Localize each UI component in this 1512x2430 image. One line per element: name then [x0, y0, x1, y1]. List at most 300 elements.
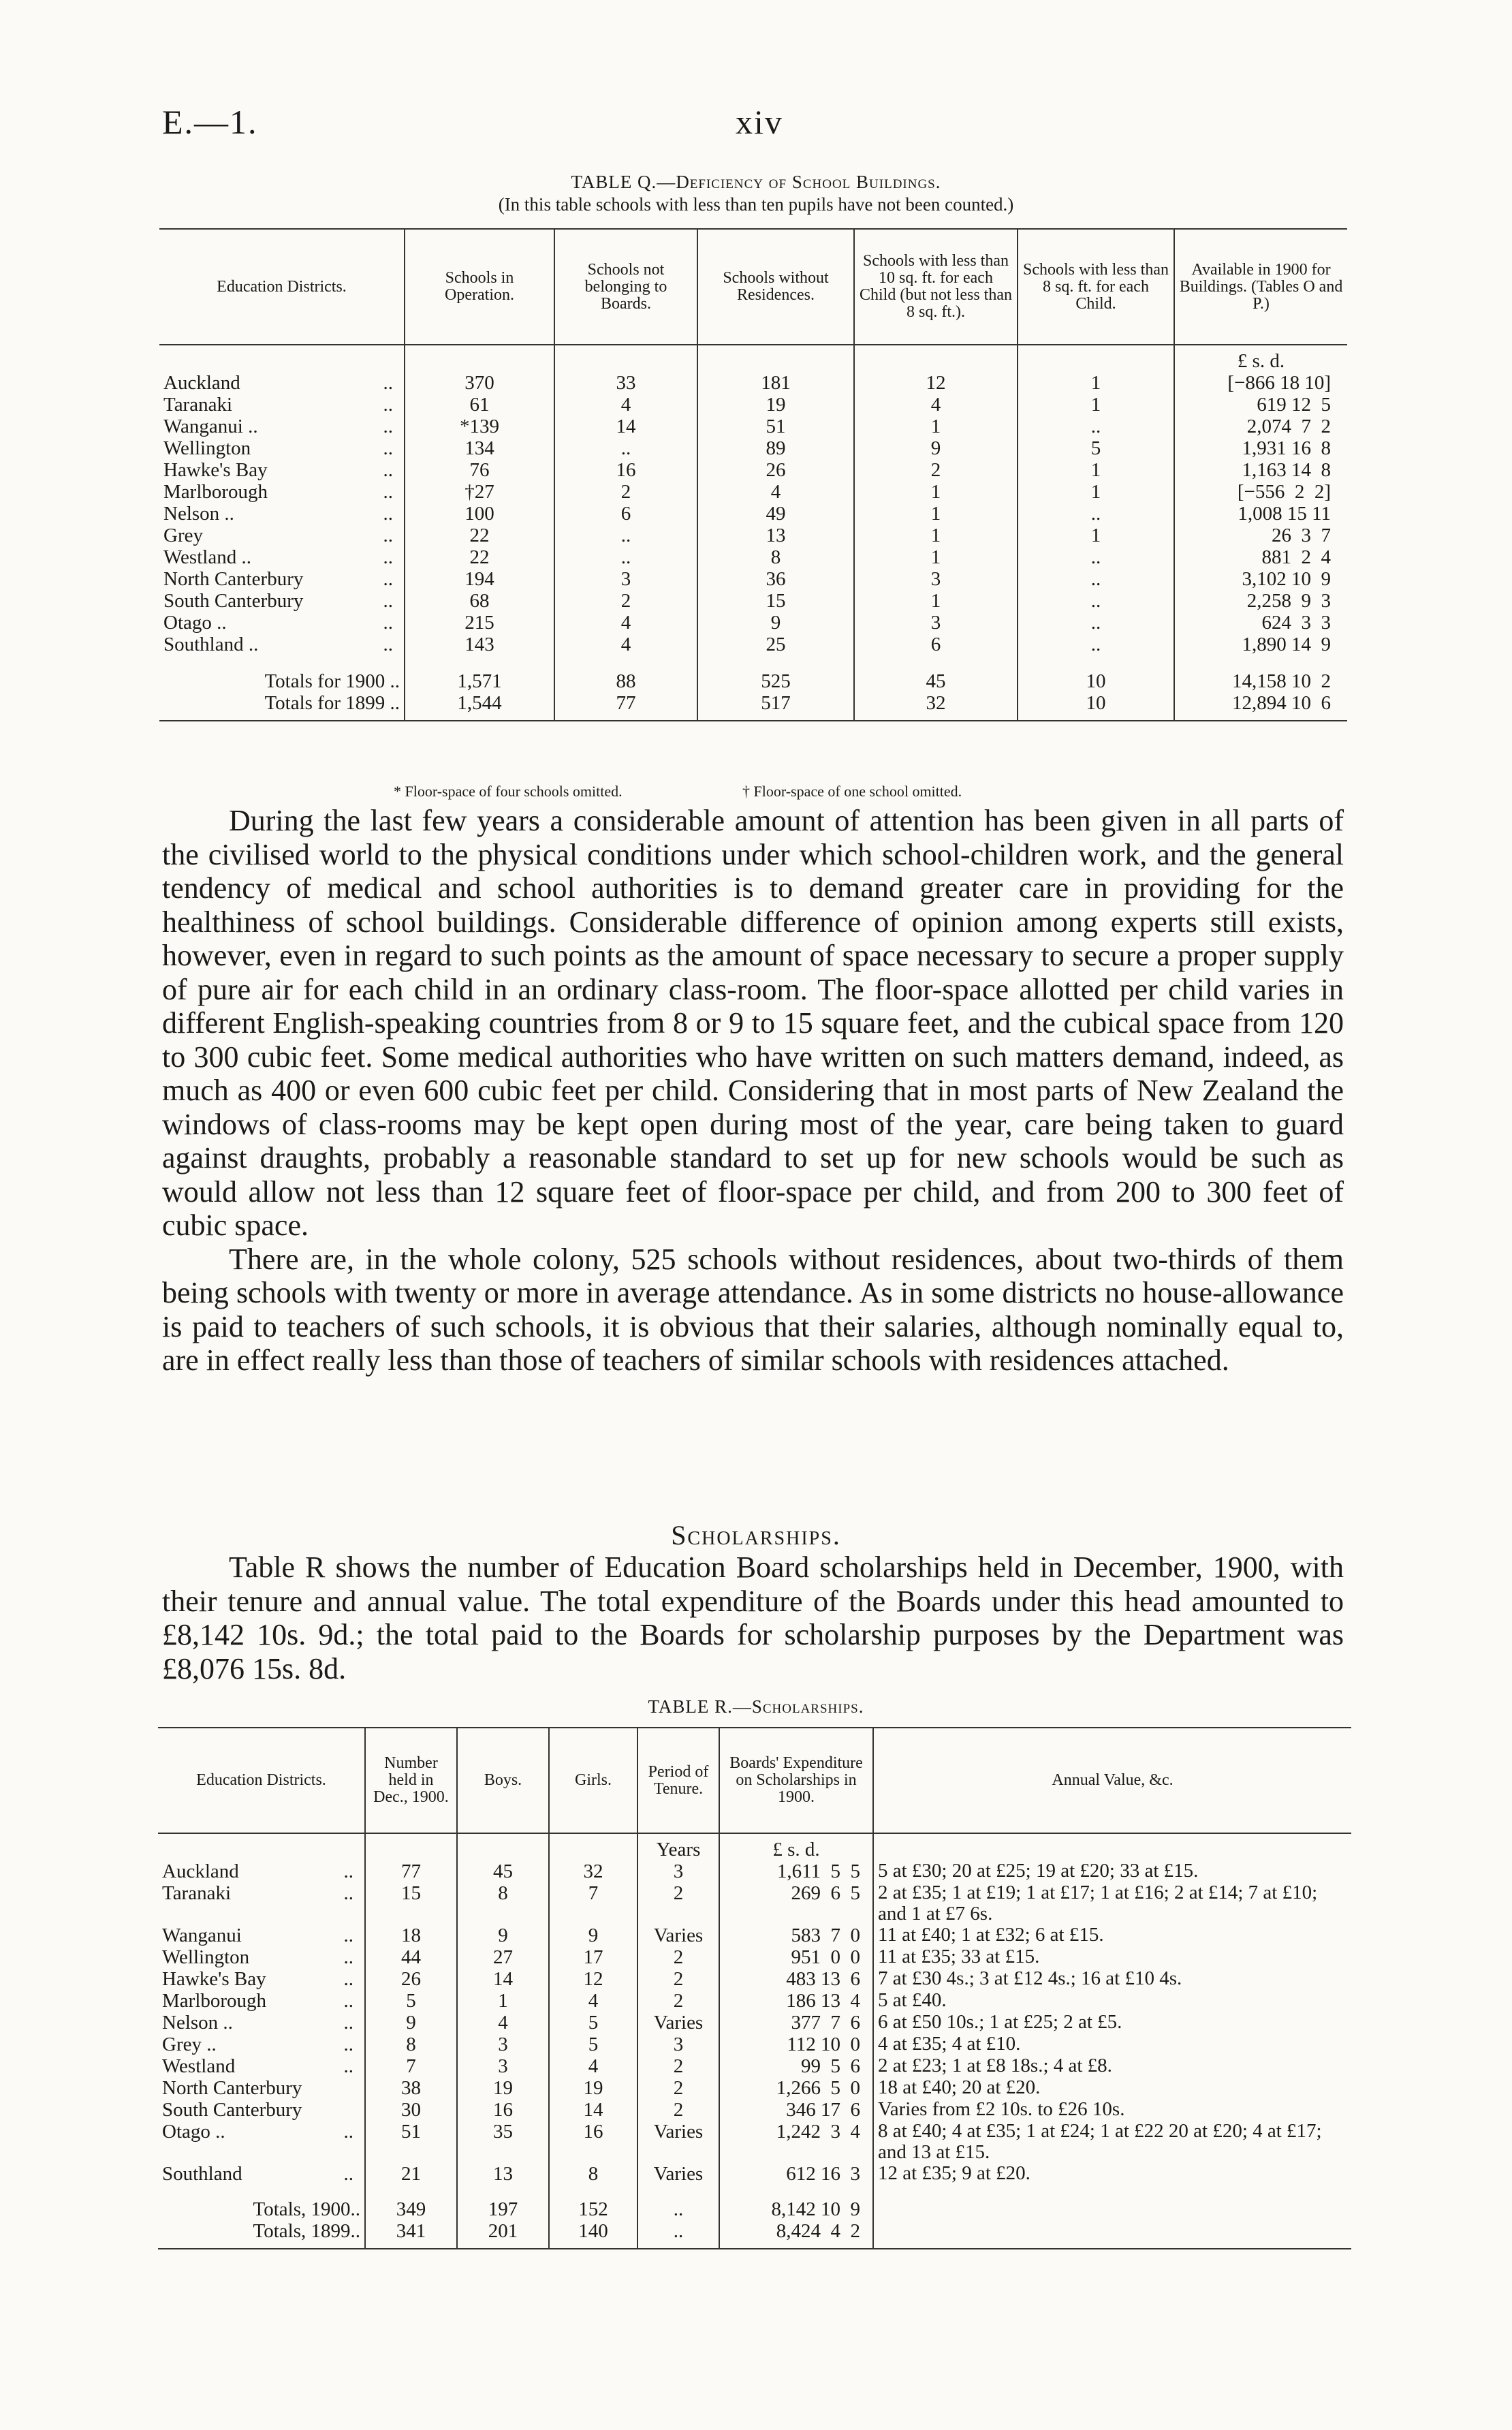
district-name: Auckland: [163, 372, 240, 394]
district-name: Hawke's Bay: [163, 459, 268, 481]
table-row: [158, 1946, 1351, 1968]
schools-lt8-cell: ..: [1018, 612, 1174, 634]
paragraph-physical-conditions: During the last few years a considerable amount of attention has been given in all parts of the civilised world to the physical conditions under which school-children work, and the general tendency of medical and school authorities is to demand greater care in providing for the healthiness of school buildings. Considerable difference of opinion among experts still exists, however, even in regard to such points as the amount of space necessary to secure a proper supply of pure air for each child in an ordinary class-room. The floor-space allotted per child varies in different English-speaking countries from 8 or 9 to 15 square feet, and the cubical space from 120 to 300 cubic feet. Some medical authorities who have written on such matters demand, indeed, as much as 400 or even 600 cubic feet per child. Considering that in most parts of New Zealand the windows of class-rooms may be kept open during most of the year, care being taken to guard against draughts, probably a reasonable standard to set up for new schools would be such as would allow not less than 12 square feet of floor-space per child, and from 200 to 300 feet of cubic space.: [162, 804, 1344, 1242]
leader-dots: ..: [343, 1925, 353, 1946]
body-text-scholarships: [162, 1551, 1344, 1685]
district-name: Taranaki: [162, 1882, 232, 1904]
schools-in-operation-cell: 76: [405, 459, 554, 481]
table-q-header: Schools in Operation.: [405, 229, 554, 345]
schools-lt8-cell: 1: [1018, 481, 1174, 503]
totals-row: [159, 670, 1347, 692]
tenure-cell: Varies: [637, 2012, 719, 2034]
leader-dots: ..: [343, 2012, 353, 2034]
district-name: Grey: [163, 525, 203, 546]
schools-in-operation-cell: 370: [405, 372, 554, 394]
table-row: [158, 1860, 1351, 1882]
girls-cell: 4: [549, 1990, 637, 2012]
table-q-subtitle: (In this table schools with less than ten pupils have not been counted.): [498, 194, 1014, 215]
schools-not-belonging-cell: ..: [554, 525, 697, 546]
annual-value-cell: 11 at £40; 1 at £32; 6 at £15.: [873, 1925, 1351, 1946]
district-cell: [158, 2099, 365, 2121]
available-buildings-cell: 2,074 7 2: [1174, 416, 1347, 437]
leader-dots: ..: [383, 459, 393, 481]
available-buildings-cell: 3,102 10 9: [1174, 568, 1347, 590]
number-held-cell: 341: [365, 2220, 457, 2242]
district-cell: [158, 2163, 365, 2185]
number-held-cell: 15: [365, 1882, 457, 1925]
table-r-header: Girls.: [549, 1728, 637, 1833]
leader-dots: ..: [343, 1990, 353, 2012]
district-name: Grey ..: [162, 2034, 217, 2055]
table-r-header: Annual Value, &c.: [873, 1728, 1351, 1833]
schools-in-operation-cell: 134: [405, 437, 554, 459]
boys-cell: 14: [457, 1968, 549, 1990]
schools-not-belonging-cell: 4: [554, 394, 697, 416]
schools-lt8-cell: 10: [1018, 670, 1174, 692]
district-cell: [158, 2055, 365, 2077]
schools-lt10-cell: 12: [854, 372, 1018, 394]
available-buildings-cell: 1,931 16 8: [1174, 437, 1347, 459]
schools-lt8-cell: ..: [1018, 416, 1174, 437]
number-held-cell: 38: [365, 2077, 457, 2099]
district-cell: [158, 1882, 365, 1925]
schools-without-residences-cell: 13: [697, 525, 854, 546]
footnote-floor-space-one: † Floor-space of one school omitted.: [742, 783, 962, 800]
schools-lt8-cell: 1: [1018, 525, 1174, 546]
number-held-cell: 21: [365, 2163, 457, 2185]
annual-value-cell: 12 at £35; 9 at £20.: [873, 2163, 1351, 2185]
girls-cell: 16: [549, 2121, 637, 2163]
schools-in-operation-cell: 1,571: [405, 670, 554, 692]
table-row: [159, 568, 1347, 590]
district-cell: [159, 416, 405, 437]
boys-cell: 9: [457, 1925, 549, 1946]
expenditure-cell: 1,242 3 4: [719, 2121, 873, 2163]
paragraph-table-r-intro: Table R shows the number of Education Board scholarships held in December, 1900, with their tenure and annual value. The total expenditure of the Boards under this head amounted to £8,142 10s. 9d.; the total paid to the Boards for scholarship purposes by the Department was £8,076 15s. 8d.: [162, 1551, 1344, 1685]
table-row: [159, 612, 1347, 634]
schools-lt8-cell: 1: [1018, 394, 1174, 416]
leader-dots: ..: [383, 525, 393, 546]
tenure-cell: 2: [637, 1882, 719, 1925]
leader-dots: ..: [383, 546, 393, 568]
totals-row: [158, 2198, 1351, 2220]
expenditure-cell: 112 10 0: [719, 2034, 873, 2055]
district-cell: [159, 503, 405, 525]
district-cell: [159, 612, 405, 634]
schools-lt10-cell: 1: [854, 546, 1018, 568]
district-cell: [159, 590, 405, 612]
leader-dots: ..: [383, 590, 393, 612]
footnote-floor-space-four: * Floor-space of four schools omitted.: [394, 783, 623, 800]
number-held-cell: 5: [365, 1990, 457, 2012]
schools-in-operation-cell: 1,544: [405, 692, 554, 714]
schools-lt8-cell: ..: [1018, 503, 1174, 525]
annual-value-cell: 18 at £40; 20 at £20.: [873, 2077, 1351, 2099]
district-name: North Canterbury: [163, 568, 304, 590]
number-held-cell: 44: [365, 1946, 457, 1968]
available-buildings-cell: 1,890 14 9: [1174, 634, 1347, 655]
schools-without-residences-cell: 19: [697, 394, 854, 416]
schools-lt8-cell: ..: [1018, 568, 1174, 590]
schools-not-belonging-cell: 2: [554, 481, 697, 503]
district-cell: [159, 459, 405, 481]
schools-not-belonging-cell: 2: [554, 590, 697, 612]
schools-without-residences-cell: 36: [697, 568, 854, 590]
available-buildings-cell: [−556 2 2]: [1174, 481, 1347, 503]
tenure-cell: 3: [637, 2034, 719, 2055]
table-row: [158, 2163, 1351, 2185]
schools-not-belonging-cell: 3: [554, 568, 697, 590]
table-row: [159, 546, 1347, 568]
table-q: [159, 228, 1347, 721]
schools-lt10-cell: 3: [854, 612, 1018, 634]
table-row: [158, 2055, 1351, 2077]
schools-not-belonging-cell: 88: [554, 670, 697, 692]
available-buildings-cell: [−866 18 10]: [1174, 372, 1347, 394]
table-r-header: Period of Tenure.: [637, 1728, 719, 1833]
tenure-cell: 3: [637, 1860, 719, 1882]
schools-not-belonging-cell: 33: [554, 372, 697, 394]
tenure-cell: 2: [637, 1946, 719, 1968]
table-q-caption-prefix: TABLE Q.—: [571, 172, 676, 192]
district-cell: [158, 2012, 365, 2034]
table-row: [158, 1968, 1351, 1990]
available-buildings-cell: 14,158 10 2: [1174, 670, 1347, 692]
totals-label: Totals, 1899..: [253, 2220, 360, 2242]
district-name: Nelson ..: [162, 2012, 233, 2034]
table-r-caption-prefix: TABLE R.—: [648, 1696, 752, 1717]
district-cell: [158, 1946, 365, 1968]
leader-dots: ..: [343, 1968, 353, 1990]
schools-without-residences-cell: 25: [697, 634, 854, 655]
girls-cell: 152: [549, 2198, 637, 2220]
schools-lt8-cell: 5: [1018, 437, 1174, 459]
totals-label: Totals for 1899 ..: [264, 692, 400, 714]
district-name: South Canterbury: [163, 590, 304, 612]
schools-lt10-cell: 6: [854, 634, 1018, 655]
available-buildings-cell: 2,258 9 3: [1174, 590, 1347, 612]
schools-lt10-cell: 1: [854, 525, 1018, 546]
district-name: Taranaki: [163, 394, 233, 416]
tenure-cell: 2: [637, 1990, 719, 2012]
table-r-header: Education Districts.: [158, 1728, 365, 1833]
table-row: [158, 1990, 1351, 2012]
schools-in-operation-cell: 61: [405, 394, 554, 416]
leader-dots: ..: [383, 372, 393, 394]
totals-row: [158, 2220, 1351, 2242]
expenditure-cell: 483 13 6: [719, 1968, 873, 1990]
expenditure-cell: 99 5 6: [719, 2055, 873, 2077]
tenure-cell: 2: [637, 1968, 719, 1990]
expenditure-cell: 186 13 4: [719, 1990, 873, 2012]
paragraph-residences: There are, in the whole colony, 525 schools without residences, about two-thirds of them being schools with twenty or more in average attendance. As in some districts no house-allowance is paid to teachers of such schools, it is obvious that their salaries, although nominally equal to, are in effect really less than those of teachers of similar schools with residences attached.: [162, 1242, 1344, 1377]
available-buildings-cell: 12,894 10 6: [1174, 692, 1347, 714]
schools-without-residences-cell: 9: [697, 612, 854, 634]
district-cell: [158, 2121, 365, 2163]
leader-dots: ..: [343, 2055, 353, 2077]
table-r-header: Number held in Dec., 1900.: [365, 1728, 457, 1833]
tenure-cell: Varies: [637, 2163, 719, 2185]
table-q-caption-title: Deficiency of School Buildings.: [676, 172, 941, 192]
district-name: Marlborough: [162, 1990, 267, 2012]
table-row: [158, 2077, 1351, 2099]
available-buildings-cell: 1,163 14 8: [1174, 459, 1347, 481]
district-name: Auckland: [162, 1860, 239, 1882]
table-r-tenure-unit: Years: [637, 1833, 719, 1860]
schools-lt10-cell: 1: [854, 503, 1018, 525]
expenditure-cell: 1,266 5 0: [719, 2077, 873, 2099]
annual-value-cell: [873, 2198, 1351, 2220]
district-name: Wellington: [163, 437, 251, 459]
girls-cell: 14: [549, 2099, 637, 2121]
district-name: Marlborough: [163, 481, 268, 503]
table-row: [158, 1925, 1351, 1946]
leader-dots: ..: [383, 394, 393, 416]
tenure-cell: ..: [637, 2198, 719, 2220]
schools-lt10-cell: 1: [854, 481, 1018, 503]
schools-lt8-cell: ..: [1018, 546, 1174, 568]
schools-lt10-cell: 32: [854, 692, 1018, 714]
table-row: [159, 459, 1347, 481]
schools-lt8-cell: ..: [1018, 590, 1174, 612]
girls-cell: 32: [549, 1860, 637, 1882]
available-buildings-cell: 881 2 4: [1174, 546, 1347, 568]
district-cell: [158, 1925, 365, 1946]
table-q-header: Schools with less than 10 sq. ft. for each Child (but not less than 8 sq. ft.).: [854, 229, 1018, 345]
number-held-cell: 18: [365, 1925, 457, 1946]
schools-not-belonging-cell: ..: [554, 437, 697, 459]
annual-value-cell: [873, 2220, 1351, 2242]
district-cell: [158, 1860, 365, 1882]
boys-cell: 201: [457, 2220, 549, 2242]
table-q-header: Education Districts.: [159, 229, 405, 345]
district-name: Westland ..: [163, 546, 251, 568]
boys-cell: 3: [457, 2034, 549, 2055]
annual-value-cell: 11 at £35; 33 at £15.: [873, 1946, 1351, 1968]
table-q-header: Schools not belonging to Boards.: [554, 229, 697, 345]
tenure-cell: 2: [637, 2055, 719, 2077]
tenure-cell: 2: [637, 2099, 719, 2121]
expenditure-cell: 377 7 6: [719, 2012, 873, 2034]
leader-dots: ..: [383, 481, 393, 503]
schools-not-belonging-cell: 16: [554, 459, 697, 481]
schools-not-belonging-cell: 6: [554, 503, 697, 525]
available-buildings-cell: 624 3 3: [1174, 612, 1347, 634]
district-name: Otago ..: [162, 2121, 225, 2143]
totals-label: Totals for 1900 ..: [264, 670, 400, 692]
annual-value-cell: 5 at £40.: [873, 1990, 1351, 2012]
table-r-caption-title: Scholarships.: [751, 1696, 864, 1717]
girls-cell: 5: [549, 2012, 637, 2034]
table-r-caption: [0, 1696, 1512, 1717]
annual-value-cell: 2 at £35; 1 at £19; 1 at £17; 1 at £16; 2 at £14; 7 at £10; and 1 at £7 6s.: [873, 1882, 1351, 1925]
schools-not-belonging-cell: ..: [554, 546, 697, 568]
page-number: xiv: [736, 103, 783, 141]
table-row: [159, 372, 1347, 394]
leader-dots: ..: [383, 416, 393, 437]
expenditure-cell: 612 16 3: [719, 2163, 873, 2185]
girls-cell: 12: [549, 1968, 637, 1990]
body-text: [162, 804, 1344, 1377]
schools-in-operation-cell: *139: [405, 416, 554, 437]
tenure-cell: 2: [637, 2077, 719, 2099]
girls-cell: 19: [549, 2077, 637, 2099]
schools-lt10-cell: 2: [854, 459, 1018, 481]
page-section-code: E.—1.: [162, 103, 258, 141]
leader-dots: ..: [383, 634, 393, 655]
annual-value-cell: 7 at £30 4s.; 3 at £12 4s.; 16 at £10 4s.: [873, 1968, 1351, 1990]
table-r-header: Boys.: [457, 1728, 549, 1833]
table-row: [159, 394, 1347, 416]
boys-cell: 13: [457, 2163, 549, 2185]
schools-without-residences-cell: 517: [697, 692, 854, 714]
schools-without-residences-cell: 51: [697, 416, 854, 437]
schools-without-residences-cell: 89: [697, 437, 854, 459]
schools-in-operation-cell: 22: [405, 546, 554, 568]
expenditure-cell: 951 0 0: [719, 1946, 873, 1968]
district-cell: [159, 546, 405, 568]
number-held-cell: 349: [365, 2198, 457, 2220]
district-name: Southland: [162, 2163, 242, 2185]
schools-in-operation-cell: †27: [405, 481, 554, 503]
schools-without-residences-cell: 15: [697, 590, 854, 612]
schools-without-residences-cell: 181: [697, 372, 854, 394]
district-cell: [159, 481, 405, 503]
schools-lt8-cell: 1: [1018, 372, 1174, 394]
table-row: [159, 503, 1347, 525]
leader-dots: ..: [343, 2034, 353, 2055]
district-name: South Canterbury: [162, 2099, 302, 2121]
girls-cell: 7: [549, 1882, 637, 1925]
district-cell: [158, 2077, 365, 2099]
schools-not-belonging-cell: 14: [554, 416, 697, 437]
district-cell: [159, 634, 405, 655]
district-cell: [159, 568, 405, 590]
table-r: [158, 1727, 1351, 2249]
leader-dots: ..: [383, 568, 393, 590]
expenditure-cell: 8,142 10 9: [719, 2198, 873, 2220]
schools-lt10-cell: 3: [854, 568, 1018, 590]
district-cell: [158, 2034, 365, 2055]
schools-without-residences-cell: 49: [697, 503, 854, 525]
table-row: [158, 2121, 1351, 2163]
leader-dots: ..: [343, 1946, 353, 1968]
schools-lt8-cell: 10: [1018, 692, 1174, 714]
district-name: Wanganui ..: [163, 416, 258, 437]
boys-cell: 1: [457, 1990, 549, 2012]
table-q-header: Schools without Residences.: [697, 229, 854, 345]
boys-cell: 45: [457, 1860, 549, 1882]
district-cell: [159, 372, 405, 394]
number-held-cell: 9: [365, 2012, 457, 2034]
schools-in-operation-cell: 215: [405, 612, 554, 634]
table-row: [158, 2099, 1351, 2121]
number-held-cell: 77: [365, 1860, 457, 1882]
schools-in-operation-cell: 143: [405, 634, 554, 655]
table-q-header: Schools with less than 8 sq. ft. for each Child.: [1018, 229, 1174, 345]
schools-lt10-cell: 1: [854, 590, 1018, 612]
table-row: [159, 634, 1347, 655]
leader-dots: ..: [383, 612, 393, 634]
table-row: [159, 525, 1347, 546]
schools-without-residences-cell: 26: [697, 459, 854, 481]
girls-cell: 17: [549, 1946, 637, 1968]
leader-dots: ..: [343, 1882, 353, 1904]
annual-value-cell: 8 at £40; 4 at £35; 1 at £24; 1 at £22 20 at £20; 4 at £17; and 13 at £15.: [873, 2121, 1351, 2163]
district-name: Nelson ..: [163, 503, 234, 525]
schools-not-belonging-cell: 77: [554, 692, 697, 714]
annual-value-cell: 5 at £30; 20 at £25; 19 at £20; 33 at £15.: [873, 1860, 1351, 1882]
tenure-cell: Varies: [637, 1925, 719, 1946]
schools-without-residences-cell: 525: [697, 670, 854, 692]
available-buildings-cell: 1,008 15 11: [1174, 503, 1347, 525]
schools-in-operation-cell: 100: [405, 503, 554, 525]
totals-label: Totals, 1900..: [253, 2198, 360, 2220]
number-held-cell: 30: [365, 2099, 457, 2121]
girls-cell: 8: [549, 2163, 637, 2185]
number-held-cell: 8: [365, 2034, 457, 2055]
table-row: [159, 416, 1347, 437]
section-title-scholarships: Scholarships.: [671, 1520, 841, 1551]
leader-dots: ..: [343, 2163, 353, 2185]
table-r-currency-header: £ s. d.: [719, 1833, 873, 1860]
expenditure-cell: 269 6 5: [719, 1882, 873, 1925]
table-row: [158, 2012, 1351, 2034]
district-name: Southland ..: [163, 634, 259, 655]
boys-cell: 27: [457, 1946, 549, 1968]
table-row: [158, 1882, 1351, 1925]
district-cell: [159, 525, 405, 546]
boys-cell: 8: [457, 1882, 549, 1925]
table-r-header: Boards' Expenditure on Scholarships in 1900.: [719, 1728, 873, 1833]
number-held-cell: 26: [365, 1968, 457, 1990]
table-q-currency-header: £ s. d.: [1174, 345, 1347, 372]
boys-cell: 3: [457, 2055, 549, 2077]
annual-value-cell: 6 at £50 10s.; 1 at £25; 2 at £5.: [873, 2012, 1351, 2034]
girls-cell: 4: [549, 2055, 637, 2077]
table-q-caption: [0, 172, 1512, 193]
district-name: North Canterbury: [162, 2077, 302, 2099]
leader-dots: ..: [383, 437, 393, 459]
district-name: Hawke's Bay: [162, 1968, 266, 1990]
boys-cell: 35: [457, 2121, 549, 2163]
available-buildings-cell: 26 3 7: [1174, 525, 1347, 546]
schools-lt8-cell: 1: [1018, 459, 1174, 481]
tenure-cell: Varies: [637, 2121, 719, 2163]
district-name: Otago ..: [163, 612, 227, 634]
schools-without-residences-cell: 4: [697, 481, 854, 503]
leader-dots: ..: [343, 1860, 353, 1882]
girls-cell: 140: [549, 2220, 637, 2242]
girls-cell: 5: [549, 2034, 637, 2055]
district-cell: [158, 1990, 365, 2012]
boys-cell: 197: [457, 2198, 549, 2220]
schools-in-operation-cell: 22: [405, 525, 554, 546]
expenditure-cell: 583 7 0: [719, 1925, 873, 1946]
schools-without-residences-cell: 8: [697, 546, 854, 568]
expenditure-cell: 346 17 6: [719, 2099, 873, 2121]
district-cell: [158, 1968, 365, 1990]
schools-in-operation-cell: 68: [405, 590, 554, 612]
schools-lt10-cell: 9: [854, 437, 1018, 459]
schools-lt10-cell: 45: [854, 670, 1018, 692]
annual-value-cell: 2 at £23; 1 at £8 18s.; 4 at £8.: [873, 2055, 1351, 2077]
schools-not-belonging-cell: 4: [554, 634, 697, 655]
table-row: [159, 590, 1347, 612]
tenure-cell: ..: [637, 2220, 719, 2242]
boys-cell: 19: [457, 2077, 549, 2099]
number-held-cell: 51: [365, 2121, 457, 2163]
